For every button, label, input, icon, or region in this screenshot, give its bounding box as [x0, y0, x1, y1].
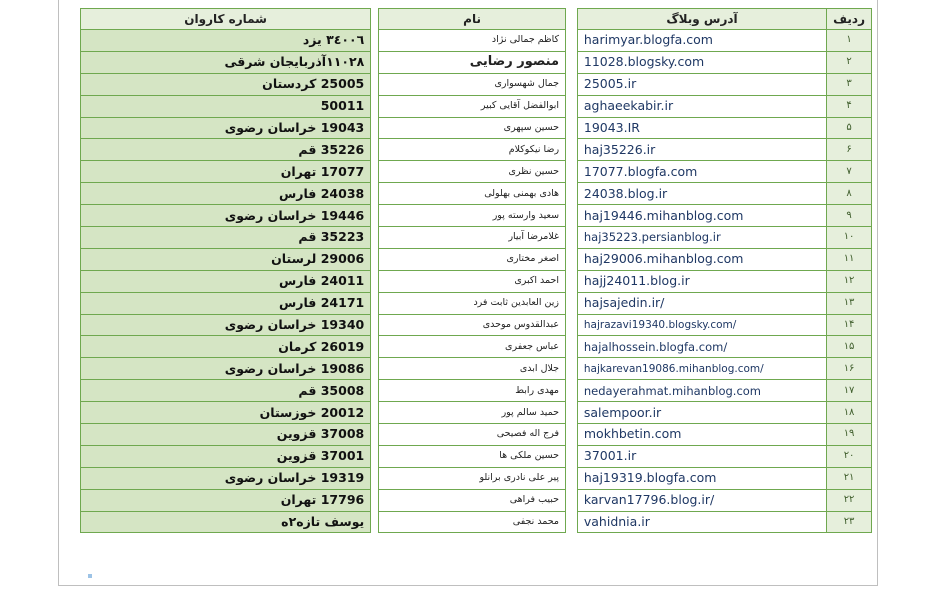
person-name: عبدالقدوس موحدی — [378, 315, 565, 337]
caravan-number: 35223 قم — [80, 227, 370, 249]
blog-address: hajj24011.blog.ir — [577, 271, 826, 293]
row-number: ۱۱ — [826, 249, 872, 271]
table-row — [80, 315, 872, 337]
row-number: ۱۴ — [826, 315, 872, 337]
person-name: کاظم جمالی نژاد — [378, 30, 565, 52]
row-number: ۱۷ — [826, 380, 872, 402]
person-name: جلال ابدی — [378, 358, 565, 380]
caravan-number: 19319 خراسان رضوی — [80, 468, 370, 490]
caravan-number: 24011 فارس — [80, 271, 370, 293]
header-name: نام — [378, 8, 565, 30]
row-number: ۱۸ — [826, 402, 872, 424]
person-name: هادی بهمنی بهلولی — [378, 183, 565, 205]
person-name: غلامرضا آبیار — [378, 227, 565, 249]
blog-address: salempoor.ir — [577, 402, 826, 424]
blog-address: 11028.blogsky.com — [577, 52, 826, 74]
row-number: ۵ — [826, 118, 872, 140]
row-number: ۱۵ — [826, 336, 872, 358]
person-name: احمد اکبری — [378, 271, 565, 293]
blog-address: 25005.ir — [577, 74, 826, 96]
person-name: حمید سالم پور — [378, 402, 565, 424]
row-number: ۱ — [826, 30, 872, 52]
table-row — [80, 249, 872, 271]
row-number: ۲۱ — [826, 468, 872, 490]
row-number: ۲۲ — [826, 490, 872, 512]
blog-address: 17077.blogfa.com — [577, 161, 826, 183]
table-row — [80, 490, 872, 512]
person-name: حسین نظری — [378, 161, 565, 183]
blog-address: karvan17796.blog.ir/ — [577, 490, 826, 512]
row-number: ۹ — [826, 205, 872, 227]
person-name: اصغر مختاری — [378, 249, 565, 271]
row-number: ۱۰ — [826, 227, 872, 249]
table-row — [80, 74, 872, 96]
person-name: رضا نیکوکلام — [378, 139, 565, 161]
table-row — [80, 30, 872, 52]
row-number: ۷ — [826, 161, 872, 183]
caravan-number: 19446 خراسان رضوی — [80, 205, 370, 227]
blog-address: 19043.IR — [577, 118, 826, 140]
table-row — [80, 271, 872, 293]
person-name: فرج اله فصیحی — [378, 424, 565, 446]
caravan-number: 19086 خراسان رضوی — [80, 358, 370, 380]
blog-address: hajsajedin.ir/ — [577, 293, 826, 315]
table-row — [80, 293, 872, 315]
blog-address: harimyar.blogfa.com — [577, 30, 826, 52]
caravan-number: 37008 قزوین — [80, 424, 370, 446]
blog-address: aghaeekabir.ir — [577, 96, 826, 118]
row-number: ۲۰ — [826, 446, 872, 468]
person-name: ابوالفضل آقایی کبیر — [378, 96, 565, 118]
row-number: ۱۶ — [826, 358, 872, 380]
table-row — [80, 402, 872, 424]
person-name: حسین سپهری — [378, 118, 565, 140]
table-row — [80, 118, 872, 140]
table-row — [80, 52, 872, 74]
person-name: زین العابدین ثابت فرد — [378, 293, 565, 315]
table-row — [80, 380, 872, 402]
caravan-number: 24038 فارس — [80, 183, 370, 205]
blog-address: hajalhossein.blogfa.com/ — [577, 336, 826, 358]
blog-address: nedayerahmat.mihanblog.com — [577, 380, 826, 402]
table-row — [80, 96, 872, 118]
caravan-number: 19340 خراسان رضوی — [80, 315, 370, 337]
caravan-number: 17077 تهران — [80, 161, 370, 183]
table-row — [80, 512, 872, 534]
table-row — [80, 161, 872, 183]
table-row — [80, 424, 872, 446]
table-row — [80, 336, 872, 358]
blog-address: haj35226.ir — [577, 139, 826, 161]
blog-address: hajkarevan19086.mihanblog.com/ — [577, 358, 826, 380]
caravan-number: 25005 کردستان — [80, 74, 370, 96]
caravan-number: ۱۱۰۲۸آذربایجان شرقی — [80, 52, 370, 74]
caravan-number: 24171 فارس — [80, 293, 370, 315]
caravan-number: 35226 قم — [80, 139, 370, 161]
caravan-number: یوسف تازه۲ه — [80, 512, 370, 534]
person-name: حبیب فراهی — [378, 490, 565, 512]
caravan-blog-table — [80, 8, 872, 533]
table-row — [80, 227, 872, 249]
person-name: منصور رضایی — [378, 52, 565, 74]
person-name: پیر علی نادری برانلو — [378, 468, 565, 490]
caravan-number: 50011 — [80, 96, 370, 118]
table-row — [80, 358, 872, 380]
blog-address: haj29006.mihanblog.com — [577, 249, 826, 271]
blog-address: haj19446.mihanblog.com — [577, 205, 826, 227]
table-row — [80, 446, 872, 468]
blog-address: haj35223.persianblog.ir — [577, 227, 826, 249]
person-name: سعید وارسته پور — [378, 205, 565, 227]
caravan-number: 35008 قم — [80, 380, 370, 402]
table-row — [80, 139, 872, 161]
row-number: ۱۹ — [826, 424, 872, 446]
caravan-number: 20012 خوزستان — [80, 402, 370, 424]
row-number: ۴ — [826, 96, 872, 118]
table-row — [80, 468, 872, 490]
person-name: محمد نجفی — [378, 512, 565, 534]
blog-address: hajrazavi19340.blogsky.com/ — [577, 315, 826, 337]
header-address: آدرس وبلاگ — [577, 8, 826, 30]
header-caravan: شماره کاروان — [80, 8, 370, 30]
row-number: ۲۳ — [826, 512, 872, 534]
caravan-number: 17796 تهران — [80, 490, 370, 512]
caravan-number: 29006 لرستان — [80, 249, 370, 271]
person-name: جمال شهسواری — [378, 74, 565, 96]
row-number: ۸ — [826, 183, 872, 205]
row-number: ۳ — [826, 74, 872, 96]
table-row — [80, 205, 872, 227]
caravan-number: 37001 قزوین — [80, 446, 370, 468]
header-radif: ردیف — [826, 8, 872, 30]
selection-handle — [88, 574, 92, 578]
row-number: ۲ — [826, 52, 872, 74]
caravan-number: 19043 خراسان رضوی — [80, 118, 370, 140]
person-name: مهدی رابط — [378, 380, 565, 402]
caravan-number: ۳٤۰۰٦ یزد — [80, 30, 370, 52]
caravan-number: 26019 کرمان — [80, 336, 370, 358]
blog-address: mokhbetin.com — [577, 424, 826, 446]
blog-address: haj19319.blogfa.com — [577, 468, 826, 490]
table-row — [80, 183, 872, 205]
person-name: حسین ملکی ها — [378, 446, 565, 468]
row-number: ۱۲ — [826, 271, 872, 293]
row-number: ۱۳ — [826, 293, 872, 315]
blog-address: 37001.ir — [577, 446, 826, 468]
table-header-row — [80, 8, 872, 30]
blog-address: 24038.blog.ir — [577, 183, 826, 205]
blog-address: vahidnia.ir — [577, 512, 826, 534]
person-name: عباس جعفری — [378, 336, 565, 358]
row-number: ۶ — [826, 139, 872, 161]
